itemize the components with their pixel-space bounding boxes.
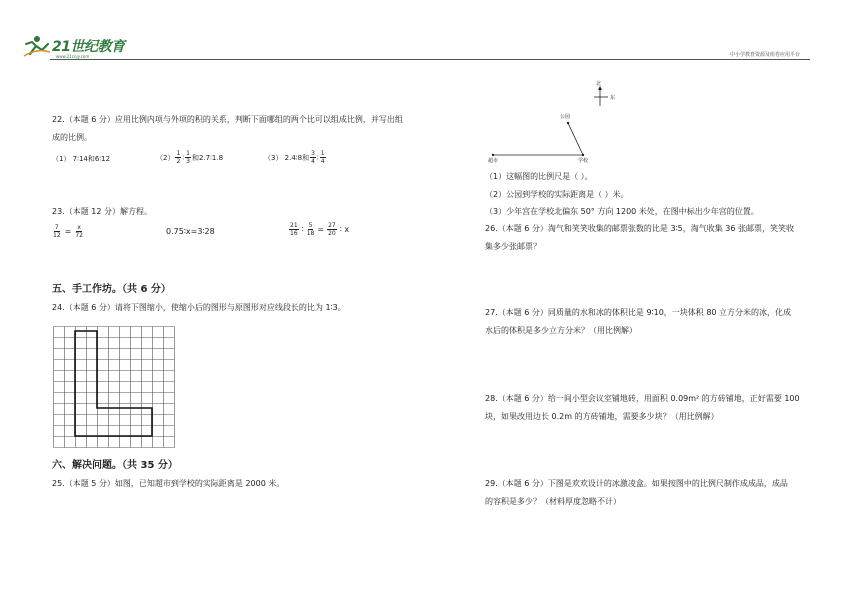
q23-equation1 bbox=[52, 224, 84, 239]
fraction bbox=[320, 150, 326, 165]
q23-title: 23.（本题 12 分）解方程。 bbox=[52, 207, 152, 216]
q29-line2: 的容积是多少？（材料厚度忽略不计） bbox=[485, 497, 621, 506]
q25-sub2: （2）公园到学校的实际距离是（ ）米。 bbox=[485, 190, 629, 199]
header-platform-text: 中小学教育资源及组卷应用平台 bbox=[729, 52, 800, 58]
q22-option2-prefix: （2） bbox=[156, 153, 175, 162]
q25-sub1: （1）这幅图的比例尺是（ ）。 bbox=[485, 172, 593, 181]
section-6-title: 六、解决问题。（共 35 分） bbox=[52, 460, 178, 471]
numerator: 1 bbox=[176, 150, 181, 157]
q22-line2: 成的比例。 bbox=[52, 133, 92, 142]
fraction bbox=[75, 224, 83, 239]
numerator: x bbox=[77, 224, 81, 231]
q27-line2: 水后的体积是多少立方分米？（用比例解） bbox=[485, 326, 637, 335]
map-east-label: 东 bbox=[610, 95, 616, 101]
map-market-label: 超市 bbox=[488, 158, 499, 164]
denominator: 3 bbox=[186, 158, 190, 165]
denominator: 12 bbox=[53, 232, 61, 239]
q23-equation3 bbox=[288, 222, 349, 237]
q27-line1: 27.（本题 6 分）同质量的水和冰的体积比是 9∶10，一块体积 80 立方分米的冰，化成 bbox=[485, 308, 792, 317]
q25-sub3: （3）少年宫在学校北偏东 50° 方向 1200 米处，在图中标出少年宫的位置。 bbox=[485, 207, 759, 216]
numerator: 5 bbox=[308, 222, 313, 229]
logo-url: www.21cnjy.com bbox=[56, 54, 90, 59]
runner-logo-icon bbox=[22, 34, 52, 58]
numerator: 27 bbox=[328, 222, 336, 229]
denominator: 20 bbox=[328, 230, 336, 237]
q28-line1: 28.（本题 6 分）给一间小型会议室铺地砖，用面积 0.09m² 的方砖铺地，正好需要 100 bbox=[485, 394, 800, 403]
q23-equation2: 0.75∶x=3∶28 bbox=[166, 227, 215, 236]
equation-tail: ∶ x bbox=[339, 224, 350, 234]
q25-text: 25.（本题 5 分）如图，已知超市到学校的实际距离是 2000 米。 bbox=[52, 479, 285, 488]
denominator: 18 bbox=[306, 230, 315, 237]
fraction bbox=[310, 150, 316, 165]
fraction bbox=[327, 222, 337, 237]
fraction bbox=[307, 222, 315, 237]
fraction bbox=[175, 150, 181, 165]
logo-text: 21世纪教育 bbox=[52, 39, 125, 55]
ratio-colon: ∶ bbox=[316, 153, 319, 162]
q22-option1: （1） 7∶14和6∶12 bbox=[52, 155, 111, 163]
numerator: 7 bbox=[54, 224, 59, 231]
denominator: 2 bbox=[176, 158, 181, 165]
numerator: 21 bbox=[290, 222, 298, 229]
grid-figure bbox=[53, 326, 175, 448]
q29-line1: 29.（本题 6 分）下图是欢欢设计的冰激凌盒。如果按图中的比例尺制作成成品，成品 bbox=[485, 479, 788, 488]
map-north-label: 北 bbox=[596, 81, 602, 87]
q22-option3-prefix: （3） 2.4∶8和 bbox=[264, 153, 310, 162]
fraction bbox=[53, 224, 61, 239]
ratio-colon: ∶ bbox=[182, 153, 185, 162]
equals-sign: = bbox=[317, 224, 325, 234]
map-park-label: 公园 bbox=[560, 114, 571, 120]
q22-option2 bbox=[156, 150, 223, 165]
logo bbox=[22, 34, 132, 62]
q22-option2-suffix: 和2.7∶1.8 bbox=[191, 153, 224, 162]
q26-line2: 集多少张邮票？ bbox=[485, 242, 541, 251]
numerator: 3 bbox=[311, 150, 315, 157]
denominator: 4 bbox=[320, 158, 325, 165]
q25-map bbox=[485, 80, 645, 164]
ratio-colon: ∶ bbox=[301, 224, 304, 234]
numerator: 1 bbox=[320, 150, 325, 157]
q22-option3 bbox=[264, 150, 327, 165]
map-school-label: 学校 bbox=[578, 158, 589, 164]
header-divider bbox=[50, 59, 810, 60]
q28-line2: 块，如果改用边长 0.2m 的方砖铺地，需要多少块？（用比例解） bbox=[485, 412, 719, 421]
section-5-title: 五、手工作坊。（共 6 分） bbox=[52, 284, 171, 295]
fraction bbox=[185, 150, 191, 165]
numerator: 1 bbox=[186, 150, 190, 157]
denominator: 72 bbox=[75, 232, 83, 239]
equals-sign: = bbox=[64, 226, 72, 236]
q24-text: 24.（本题 6 分）请将下图缩小，使缩小后的图形与原图形对应线段长的比为 1∶3。 bbox=[52, 303, 346, 312]
denominator: 4 bbox=[311, 158, 315, 165]
fraction bbox=[289, 222, 299, 237]
q26-line1: 26.（本题 6 分）淘气和笑笑收集的邮票张数的比是 3∶5，淘气收集 36 张邮票，笑笑收 bbox=[485, 224, 794, 233]
denominator: 16 bbox=[290, 230, 298, 237]
q22-line1: 22.（本题 6 分）应用比例内项与外项的积的关系，判断下面哪组的两个比可以组成比例，并写出组 bbox=[52, 115, 403, 124]
